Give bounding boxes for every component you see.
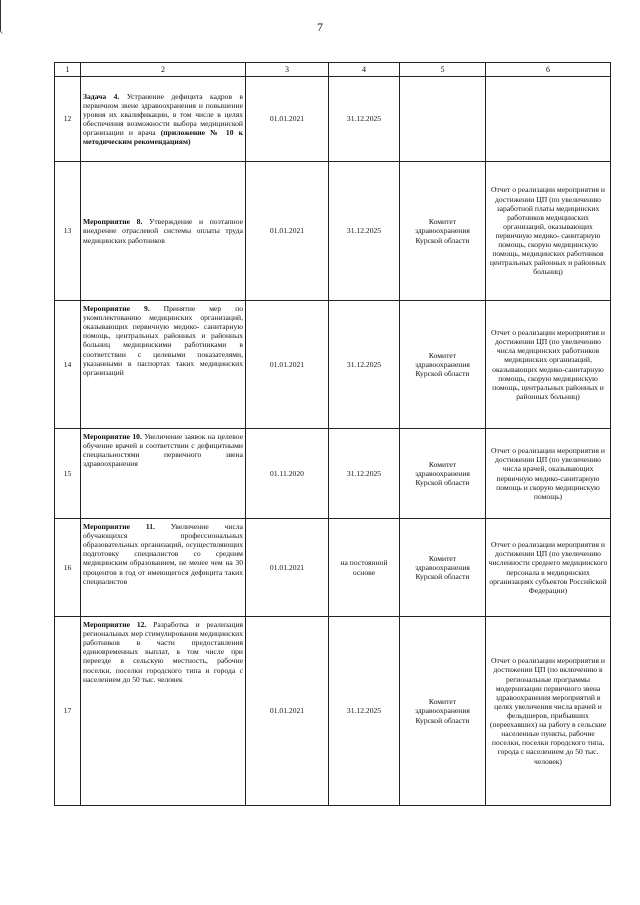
task-text: Устранение дефицита кадров в первичном звене здравоохранения и повышение уровня их квалификации, в том числе в целях обеспечения возможности выбора медицинской организации и врача bbox=[83, 91, 244, 138]
responsible-body: Комитет здравоохранения Курской области bbox=[400, 162, 486, 301]
responsible-body: Комитет здравоохранения Курской области bbox=[400, 301, 486, 429]
column-number-row bbox=[55, 63, 611, 77]
responsible-body: Комитет здравоохранения Курской области bbox=[400, 617, 486, 806]
measure-label: Мероприятие 12. bbox=[83, 620, 147, 629]
column-number: 5 bbox=[400, 63, 486, 77]
table-row bbox=[55, 77, 611, 162]
column-number: 4 bbox=[329, 63, 400, 77]
responsible-body: Комитет здравоохранения Курской области bbox=[400, 519, 486, 617]
start-date: 01.11.2020 bbox=[246, 429, 329, 519]
table-row bbox=[55, 162, 611, 301]
start-date: 01.01.2021 bbox=[246, 77, 329, 162]
start-date: 01.01.2021 bbox=[246, 617, 329, 806]
start-date: 01.01.2021 bbox=[246, 162, 329, 301]
measure-text: Утверждение и поэтапное внедрение отраслевой системы оплаты труда медицинских работников bbox=[83, 217, 243, 245]
measure-text: Увеличение заявок на целевое обучение врачей в соответствии с дефицитными специальностями первичного звена здравоохранения bbox=[83, 432, 243, 469]
measure-label: Мероприятие 11. bbox=[83, 522, 155, 531]
column-number: 1 bbox=[55, 63, 81, 77]
measures-table bbox=[54, 62, 611, 806]
measure-text: Принятие мер по укомплектованию медицинских организаций, оказывающих первичную медико- санитарную помощь, центральных районных и районных больниц медицинскими работниками в соответствии с целевыми показателями, указанными в паспортах таких медицинских организаций bbox=[83, 304, 243, 377]
measure-label: Мероприятие 9. bbox=[83, 304, 150, 313]
expected-result: Отчет о реализации мероприятия и достижении ЦП (по увеличению численности среднего медицинского персонала в медицинских организациях субъектов Российской Федерации) bbox=[486, 519, 611, 617]
expected-result: Отчет о реализации мероприятия и достижении ЦП (по увеличению числа медицинских работников медицинских организаций, оказывающих медико-санитарную помощь, скорую медицинскую помощь, центральных районных и районных больниц) bbox=[486, 301, 611, 429]
end-date: 31.12.2025 bbox=[329, 301, 400, 429]
measure-label: Мероприятие 10. bbox=[83, 432, 142, 441]
measure-text: Увеличение числа обучающихся профессиональных образовательных организаций, осуществляющих подготовку специалистов со средним медицинским образованием, не менее чем на 30 процентов в год от имеющегося дефицита таких специалистов bbox=[83, 522, 243, 586]
end-date: на постоянной основе bbox=[329, 519, 400, 617]
row-number: 12 bbox=[55, 77, 81, 162]
row-number: 15 bbox=[55, 429, 81, 519]
task-label: Задача 4. bbox=[83, 91, 120, 101]
table-row bbox=[55, 301, 611, 429]
expected-result: Отчет о реализации мероприятия и достижении ЦП (по включению в региональные программы модернизации первичного звена здравоохранения мероприятий в целях увеличения числа врачей и фельдшеров, прибывших (переехавших) на работу в сельские населенные пункты, рабочие поселки, поселки городского типа, города с населением до 50 тыс. человек) bbox=[486, 617, 611, 806]
row-number: 17 bbox=[55, 617, 81, 806]
column-number: 2 bbox=[81, 63, 246, 77]
column-number: 3 bbox=[246, 63, 329, 77]
measure-text: Разработка и реализация региональных мер стимулирования медицинских работников в части предоставления единовременных выплат, в том числе при переезде в сельскую местность, рабочие поселки, поселки городского типа и города с населением до 50 тыс. человек bbox=[83, 620, 243, 684]
start-date: 01.01.2021 bbox=[246, 519, 329, 617]
table-row bbox=[55, 519, 611, 617]
expected-result: Отчет о реализации мероприятия и достижении ЦП (по увеличению заработной платы медицинских работников медицинских организаций, оказывающих первичную медико- санитарную помощь, скорую медицинскую помощь, медицинских работников центральных районных и районных больниц) bbox=[486, 162, 611, 301]
expected-result bbox=[486, 77, 611, 162]
end-date: 31.12.2025 bbox=[329, 429, 400, 519]
responsible-body bbox=[400, 77, 486, 162]
end-date: 31.12.2025 bbox=[329, 162, 400, 301]
table-row bbox=[55, 617, 611, 806]
appendix-reference: (приложение № 10 к методическим рекомендациям) bbox=[83, 128, 243, 147]
measure-description bbox=[81, 301, 246, 429]
column-number: 6 bbox=[486, 63, 611, 77]
measure-description bbox=[81, 162, 246, 301]
responsible-body: Комитет здравоохранения Курской области bbox=[400, 429, 486, 519]
end-date: 31.12.2025 bbox=[329, 617, 400, 806]
table-row bbox=[55, 429, 611, 519]
row-number: 14 bbox=[55, 301, 81, 429]
row-number: 16 bbox=[55, 519, 81, 617]
task-description bbox=[81, 77, 246, 162]
measure-description bbox=[81, 429, 246, 519]
row-number: 13 bbox=[55, 162, 81, 301]
expected-result: Отчет о реализации мероприятия и достижении ЦП (по увеличению числа врачей, оказывающих первичную медико-санитарную помощь и скорую медицинскую помощь) bbox=[486, 429, 611, 519]
measure-label: Мероприятие 8. bbox=[83, 217, 143, 227]
measure-description bbox=[81, 617, 246, 806]
page-number: 7 bbox=[317, 20, 323, 34]
measure-description bbox=[81, 519, 246, 617]
end-date: 31.12.2025 bbox=[329, 77, 400, 162]
start-date: 01.01.2021 bbox=[246, 301, 329, 429]
